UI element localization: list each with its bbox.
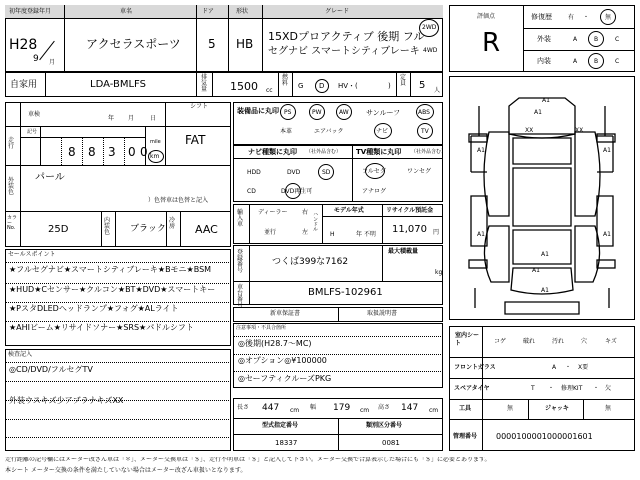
nav-dvd: DVD xyxy=(287,169,301,176)
ac-label: 冷房 xyxy=(169,217,176,230)
dmg-a1-hood: A1 xyxy=(534,109,542,116)
month-unit: 月 xyxy=(49,59,56,66)
width-cm: cm xyxy=(360,407,370,414)
max-load-label: 最大積載量 xyxy=(388,248,419,255)
model-year-label: モデル年式 xyxy=(334,207,364,214)
seat-ana: 穴 xyxy=(581,338,588,345)
sales-point-3: ★PスタDLEDヘッドランプ★フォグ★ALライト xyxy=(9,304,179,313)
mgmt-label: 管理番号 xyxy=(453,433,478,440)
seat-yogore: 汚れ xyxy=(552,338,565,345)
tv-type-label: TV種類に丸印 xyxy=(356,148,402,156)
vehicle-month-label: 月 xyxy=(128,115,135,122)
car-name: アクセラスポーツ xyxy=(86,37,181,51)
odo-digit-4: 0 xyxy=(128,145,136,159)
sales-points-label: セールスポイント xyxy=(8,251,56,258)
inspector-label: 検査記入 xyxy=(8,351,33,358)
odo-km: km xyxy=(150,153,160,160)
seat-koge: コゲ xyxy=(494,338,507,345)
odo-digit-2: 8 xyxy=(88,145,96,159)
shape: HB xyxy=(236,37,254,51)
fuel-g: G xyxy=(298,82,304,90)
color-no: 25D xyxy=(48,224,69,235)
eq-leather: 本革 xyxy=(280,128,293,135)
car-name-label: 車名 xyxy=(120,8,133,15)
odo-label: 走行 xyxy=(8,137,15,150)
length-value: 447 xyxy=(262,403,280,413)
mgmt-no: 0000100001000001601 xyxy=(496,432,593,441)
tv-oneseg: ワンセグ xyxy=(407,168,432,175)
ext-c: C xyxy=(615,36,620,43)
color-label: 外装色 xyxy=(8,177,15,196)
ext-a: A xyxy=(573,36,578,43)
dmg-a1-front: A1 xyxy=(542,97,550,104)
car-diagram-outline xyxy=(449,76,635,320)
chassis-no: BMLFS-102961 xyxy=(308,287,383,298)
tv-analog: アナログ xyxy=(362,188,387,195)
displacement-label: 排気量 xyxy=(201,74,208,93)
sales-point-4: ★AHIビーム★リサイドソナー★SRS★パドルシフト xyxy=(9,323,194,332)
footer-line-2: 本シート メーター交換の条件を満たしていない場合はメーター改ざん車扱いとなります。 xyxy=(5,467,247,474)
dmg-xx-left: XX xyxy=(525,127,534,134)
glass-x: X要 xyxy=(578,364,589,371)
drive-2wd: 2WD xyxy=(422,24,437,31)
spare-kit: 修理KIT xyxy=(561,385,583,392)
handle-left: 左 xyxy=(302,229,309,236)
spare-label: スペアタイヤ xyxy=(454,385,490,392)
model-year-h: H xyxy=(330,231,335,238)
dmg-a1-rear: A1 xyxy=(541,287,549,294)
spare-dot2: ・ xyxy=(593,385,600,392)
row2 xyxy=(5,72,443,97)
capacity: 5 xyxy=(419,80,426,91)
chassis-label: 車台番号 xyxy=(237,284,244,309)
sales-point-2: ★HUD★Cセンサー★クルコン★BT★DVD★スマートキー xyxy=(9,285,216,294)
repair-yes: 有 xyxy=(568,14,575,21)
spare-dot1: ・ xyxy=(548,385,555,392)
doc-warranty: 新車保証書 xyxy=(270,310,301,317)
capacity-unit: 人 xyxy=(434,87,441,94)
spare-missing: 欠 xyxy=(605,385,612,392)
tv-type-note: （社外品含む） xyxy=(411,149,447,155)
seat-yabure: 破れ xyxy=(523,338,536,345)
length-label: 長さ xyxy=(237,404,250,411)
handle-right: 右 xyxy=(302,209,309,216)
notes-label: 注意事項・不具合箇所 xyxy=(236,325,287,331)
recycle-value: 11,070 xyxy=(392,224,427,235)
inspector-line-1: ◎CD/DVD/フルセグTV xyxy=(9,365,93,374)
dmg-a1-trunk: A1 xyxy=(541,251,549,258)
eq-airbag: エアバック xyxy=(314,128,344,135)
doc-manual: 取扱説明書 xyxy=(367,310,398,317)
glass-label: フロントガラス xyxy=(454,364,496,371)
score: R xyxy=(482,28,501,58)
class-no: 0081 xyxy=(382,439,400,447)
note-1: ◎後期(H28.7～MC) xyxy=(238,339,312,348)
repair-label: 修復歴 xyxy=(531,13,552,21)
ac-value: AAC xyxy=(195,223,218,236)
eq-ps: PS xyxy=(284,109,292,116)
import-dealer: ディーラー xyxy=(258,209,288,216)
nav-sd: SD xyxy=(322,169,331,176)
color-no-label: カラーNo. xyxy=(7,215,18,231)
exterior-label: 外装 xyxy=(537,35,551,43)
vehicle-label: 車検 xyxy=(28,111,41,118)
int-a: A xyxy=(573,58,578,65)
shift-label: シフト xyxy=(190,103,209,110)
glass-dot: ・ xyxy=(565,364,572,371)
recycle-label: リサイクル預託金 xyxy=(386,207,434,214)
doors: 5 xyxy=(208,37,216,51)
fuel-label: 燃料 xyxy=(282,74,289,87)
nav-cd: CD xyxy=(247,188,256,195)
vehicle-day-label: 日 xyxy=(150,115,157,122)
note-3: ◎セーフティクルーズPKG xyxy=(238,374,332,383)
height-value: 147 xyxy=(401,403,419,413)
shape-label: 形状 xyxy=(236,8,249,15)
dmg-a1-left-rear: A1 xyxy=(477,231,485,238)
ext-b: B xyxy=(594,36,599,43)
reg-no-label: 登録番号 xyxy=(237,249,244,274)
score-label: 評価点 xyxy=(477,13,496,20)
odo-digit-5: 0 xyxy=(140,145,148,159)
dmg-xx-right: XX xyxy=(575,127,584,134)
tools-label: 工具 xyxy=(459,405,472,412)
handle-label: ハンドル xyxy=(313,212,319,233)
inspector-line-2: 外装ウスキズ少アブラナキズXX xyxy=(9,396,124,405)
shift-value: FAT xyxy=(185,133,206,147)
spare-t: T xyxy=(531,385,535,392)
model-year-unknown: 年 不明 xyxy=(356,231,376,238)
nav-hdd: HDD xyxy=(247,169,261,176)
vehicle-year-label: 年 xyxy=(108,115,115,122)
dmg-a1-rear-bumper: A1 xyxy=(532,267,540,274)
grade-line2: セグナビ スマートシティブレーキ xyxy=(268,46,420,57)
sales-point-1: ★フルセグナビ★スマートシティブレーキ★Bモニ★BSM xyxy=(9,265,212,274)
import-parallel: 並行 xyxy=(264,229,277,236)
eq-aw: AW xyxy=(339,109,349,116)
fuel-d: D xyxy=(319,82,325,90)
eq-pw: PW xyxy=(312,109,322,116)
grade-label: グレード xyxy=(325,8,350,15)
odo-sub: 記号 xyxy=(27,129,38,135)
grade-line1: 15XDプロアクティブ 後期 フル xyxy=(268,30,425,43)
interior-label: 内装 xyxy=(537,57,551,65)
use-type: 自家用 xyxy=(10,80,38,90)
dmg-a1-right-rear: A1 xyxy=(603,231,611,238)
length-cm: cm xyxy=(290,407,300,414)
eq-sunroof: サンルーフ xyxy=(366,109,401,117)
seat-label: 室内シート xyxy=(455,332,480,347)
reg-era: H28 xyxy=(9,37,38,53)
type-no-label: 型式指定番号 xyxy=(262,422,299,429)
width-value: 179 xyxy=(333,403,351,413)
class-no-label: 類別区分番号 xyxy=(366,422,403,429)
model-code: LDA-BMLFS xyxy=(90,79,146,90)
reg-year-label: 初年度登録年月 xyxy=(9,8,52,15)
dmg-a1-left-front: A1 xyxy=(477,147,485,154)
nav-dvd-play: DVD再生可 xyxy=(281,188,313,195)
jack-label: ジャッキ xyxy=(545,405,569,412)
recycle-yen: 円 xyxy=(433,229,440,236)
seat-kizu: キズ xyxy=(605,338,617,345)
drive-4wd: 4WD xyxy=(423,47,438,54)
max-load-kg: kg xyxy=(435,269,443,276)
eq-navi: ナビ xyxy=(376,128,389,135)
note-2: ◎オプション◎¥100000 xyxy=(238,356,327,365)
odo-digit-1: 8 xyxy=(68,145,76,159)
height-label: 高さ xyxy=(378,404,391,411)
footer-line-1: 走行距離の記号欄にはメーター改ざん車は「＊」、メーター交換車は「＄」、走行不明車は「＄」と記入して下さい。メーター交換で合算表示した場合にも「＄」に必要とあります。 xyxy=(5,457,491,463)
jack-value: 無 xyxy=(605,405,612,412)
equipment-label: 装備品に丸印 xyxy=(237,107,279,115)
interior-color: ブラック xyxy=(130,224,166,234)
door-label: ドア xyxy=(202,8,214,15)
repair-no: 無 xyxy=(605,14,612,21)
odo-digit-3: 3 xyxy=(108,145,116,159)
import-label: 輸入車 xyxy=(237,209,244,228)
int-b: B xyxy=(594,58,599,65)
dmg-a1-right-front: A1 xyxy=(603,147,611,154)
reg-month: 9 xyxy=(33,54,39,64)
color-value: パール xyxy=(35,172,65,183)
odo-mile: mile xyxy=(150,139,161,145)
fuel-hv: HV・( xyxy=(338,82,358,90)
displacement: 1500 xyxy=(230,80,258,93)
interior-color-label: 内装色 xyxy=(104,217,111,236)
height-cm: cm xyxy=(429,407,439,414)
reg-no: つくば399な7162 xyxy=(272,257,349,267)
capacity-label: 定員 xyxy=(400,74,407,87)
width-label: 幅 xyxy=(310,404,317,411)
tools-value: 無 xyxy=(507,405,514,412)
cc-unit: cc xyxy=(266,87,273,94)
nav-type-label: ナビ種類に丸印 xyxy=(248,148,297,156)
nav-type-note: （社外品含む） xyxy=(306,149,342,155)
fuel-close: ) xyxy=(388,82,391,90)
eq-abs: ABS xyxy=(418,109,430,116)
eq-tv: TV xyxy=(421,128,429,135)
color-note: ）色替車は色替と記入 xyxy=(148,197,209,204)
type-no: 18337 xyxy=(275,439,298,447)
tv-fullseg: フルセグ xyxy=(362,168,386,175)
glass-a: A xyxy=(552,364,557,371)
int-c: C xyxy=(615,58,620,65)
